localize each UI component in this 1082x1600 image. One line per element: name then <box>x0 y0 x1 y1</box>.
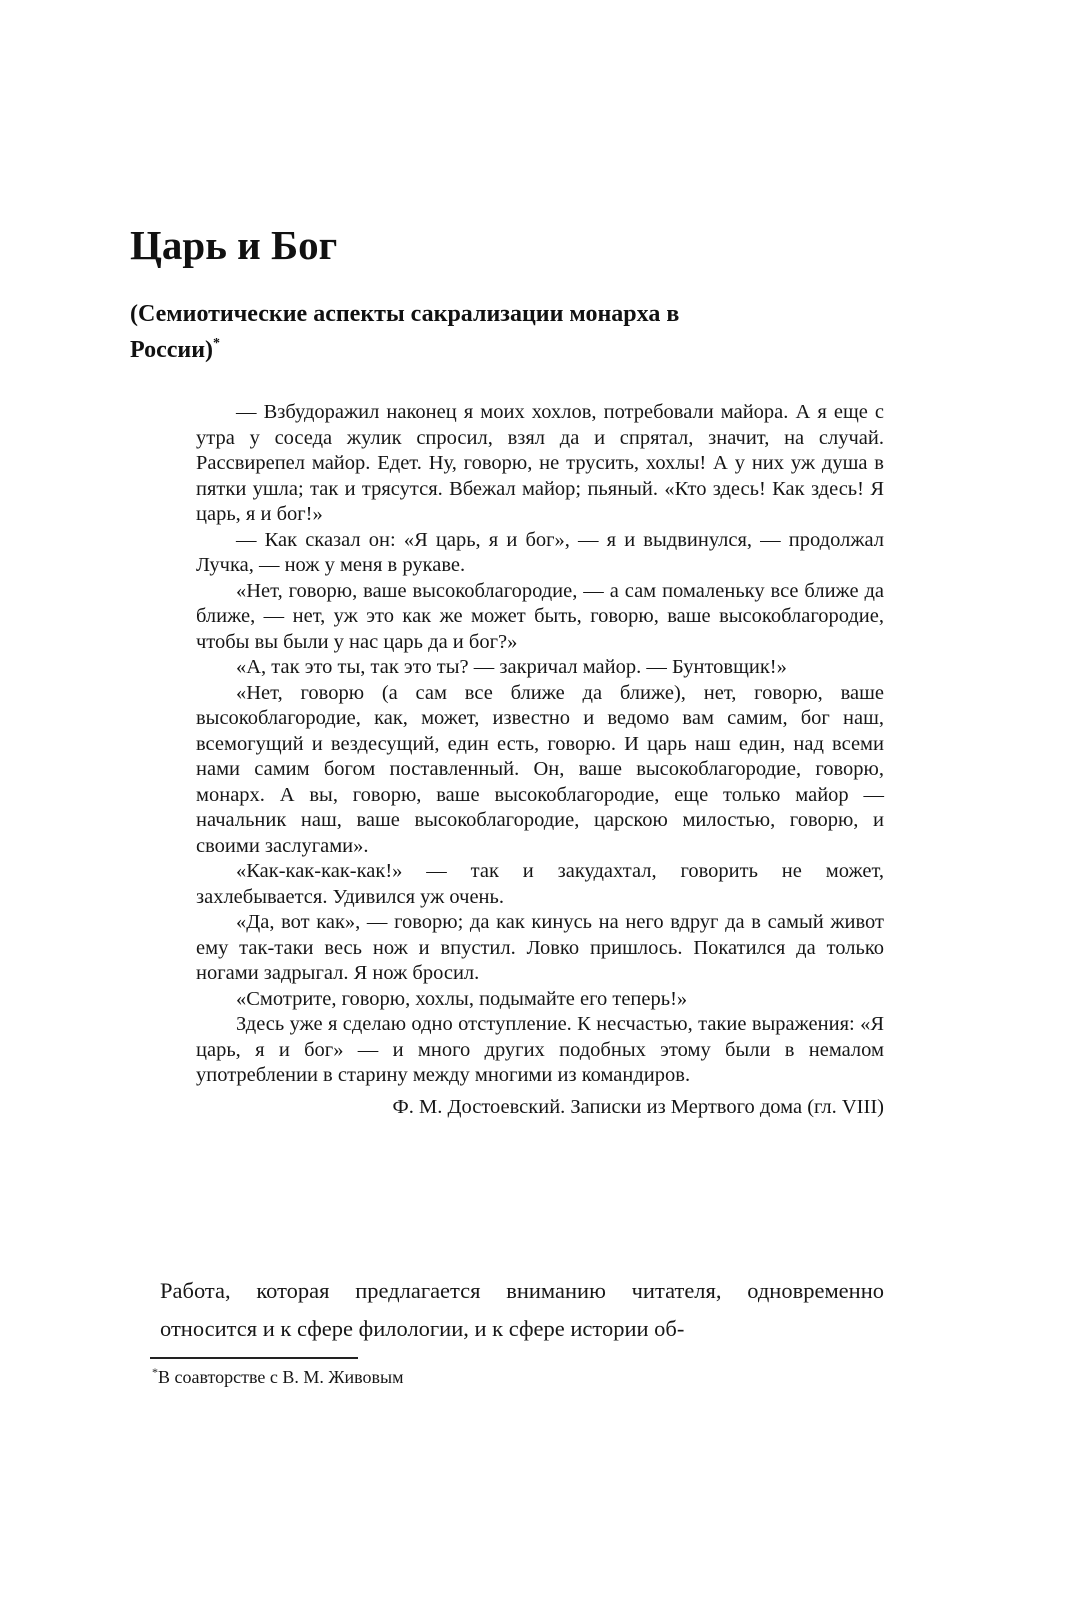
epigraph-paragraph: — Взбудоражил наконец я моих хохлов, потребовали майора. А я еще с утра у соседа жулик спросил, взял да и спрятал, значит, на случай. Рассвирепел майор. Едет. Ну, говорю, не трусить, хохлы! А у них уж душа в пятки ушла; так и трясутся. Вбежал майор; пьяный. «Кто здесь! Как здесь! Я царь, я и бог!» <box>196 401 884 525</box>
epigraph-paragraph: — Как сказал он: «Я царь, я и бог», — я и выдвинулся, — продолжал Лучка, — нож у меня в рукаве. <box>196 528 884 576</box>
epigraph <box>196 400 884 1120</box>
epigraph-paragraph: «Как-как-как-как!» — так и закудахтал, говорить не может, захлебывается. Удивился уж очень. <box>196 860 884 908</box>
footnote-mark: * <box>152 1365 158 1379</box>
body-text <box>160 1272 884 1348</box>
epigraph-paragraph: «А, так это ты, так это ты? — закричал майор. — Бунтовщик!» <box>236 656 787 678</box>
footnote-text: В соавторстве с В. М. Живовым <box>158 1367 404 1387</box>
chapter-subtitle <box>130 296 750 368</box>
body-paragraph: Работа, которая предлагается вниманию читателя, одновременно относится и к сфере филологии, и к сфере истории об- <box>160 1278 884 1341</box>
chapter-title: Царь и Бог <box>130 222 338 268</box>
epigraph-paragraph: «Да, вот как», — говорю; да как кинусь на него вдруг да в самый живот ему так-таки весь нож и впустил. Ловко пришлось. Покатился да только ногами задрыгал. Я нож бросил. <box>196 911 884 984</box>
footnote <box>152 1364 404 1390</box>
footnote-divider <box>150 1357 358 1359</box>
epigraph-paragraph: «Смотрите, говорю, хохлы, подымайте его теперь!» <box>236 987 688 1010</box>
chapter-subtitle-text: (Семиотические аспекты сакрализации монарха в России) <box>130 301 680 363</box>
epigraph-paragraph: Здесь уже я сделаю одно отступление. К несчастью, такие выражения: «Я царь, я и бог» — и много других подобных этому были в немалом употреблении в старину между многими из командиров. <box>196 1013 884 1086</box>
epigraph-attribution: Ф. М. Достоевский. Записки из Мертвого дома (гл. VIII) <box>392 1095 884 1118</box>
footnote-marker: * <box>213 336 221 351</box>
epigraph-paragraph: «Нет, говорю (а сам все ближе да ближе), нет, говорю, ваше высокоблагородие, как, может, известно и ведомо вам самим, бог наш, всемогущий и вездесущий, един есть, говорю. И царь наш един, над всеми нами самим богом поставленный. Он, ваше высокоблагородие, говорю, монарх. А вы, говорю, ваше высокоблагородие, еще только майор — начальник наш, ваше высокоблагородие, царскою милостью, говорю, и своими заслугами». <box>196 681 884 857</box>
epigraph-paragraph: «Нет, говорю, ваше высокоблагородие, — а сам помаленьку все ближе да ближе, — нет, уж это как же может быть, говорю, ваше высокоблагородие, чтобы вы были у нас царь да и бог?» <box>196 579 884 653</box>
